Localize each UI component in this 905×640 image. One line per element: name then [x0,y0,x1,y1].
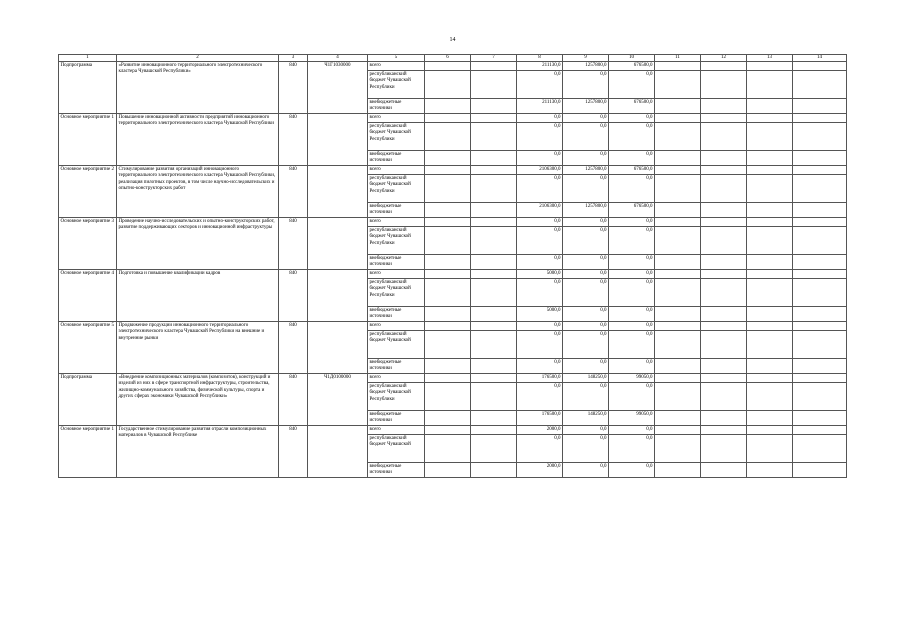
cell-col-9: 148250,0 [563,411,609,426]
cell-col-10: 0,0 [609,426,655,435]
cell-col-13 [747,151,793,166]
row-code-840: 840 [279,426,308,478]
cell-col-10: 676500,0 [609,99,655,114]
cell-col-6 [425,426,471,435]
cell-col-10: 0,0 [609,218,655,227]
funding-source: внебюджетные источники [368,463,425,478]
cell-col-9: 1257800,0 [563,99,609,114]
cell-col-9: 0,0 [563,435,609,463]
cell-col-10: 0,0 [609,359,655,374]
row-target-code: Ч1Г1030000 [308,62,368,114]
cell-col-13 [747,166,793,175]
cell-col-8: 2106300,0 [517,166,563,175]
cell-col-10: 0,0 [609,227,655,255]
cell-col-11 [655,322,701,331]
cell-col-9: 0,0 [563,322,609,331]
cell-col-14 [793,123,847,151]
column-header: 4 [308,55,368,62]
cell-col-6 [425,203,471,218]
cell-col-10: 99050,0 [609,411,655,426]
funding-source: республиканский бюджет Чувашской [368,435,425,463]
row-target-code: Ч1Д0100000 [308,374,368,426]
row-description: Продвижение продукции инновационного территориального электротехнического кластера Чувашской Республики на внешние и внутренние рынки [117,322,279,374]
cell-col-13 [747,114,793,123]
column-header: 10 [609,55,655,62]
cell-col-9: 0,0 [563,123,609,151]
cell-col-8: 0,0 [517,255,563,270]
cell-col-13 [747,322,793,331]
cell-col-9: 0,0 [563,359,609,374]
column-header: 6 [425,55,471,62]
cell-col-14 [793,175,847,203]
funding-source: всего [368,166,425,175]
cell-col-10: 0,0 [609,435,655,463]
column-header: 1 [59,55,117,62]
cell-col-13 [747,203,793,218]
table-row [59,270,847,279]
row-code-840: 840 [279,166,308,218]
cell-col-12 [701,426,747,435]
cell-col-10: 0,0 [609,151,655,166]
cell-col-6 [425,435,471,463]
cell-col-14 [793,374,847,383]
cell-col-10: 676500,0 [609,62,655,71]
cell-col-10: 676500,0 [609,203,655,218]
funding-source: республиканский бюджет Чувашской Республики [368,175,425,203]
funding-source: внебюджетные источники [368,99,425,114]
cell-col-12 [701,279,747,307]
row-name: Подпрограмма [59,374,117,426]
row-description: «Развитие инновационного территориального электротехнического кластера Чувашской Республики» [117,62,279,114]
cell-col-13 [747,71,793,99]
cell-col-10: 0,0 [609,322,655,331]
cell-col-6 [425,123,471,151]
column-header: 5 [368,55,425,62]
cell-col-9: 148250,0 [563,374,609,383]
cell-col-14 [793,359,847,374]
cell-col-7 [471,166,517,175]
funding-source: внебюджетные источники [368,307,425,322]
cell-col-7 [471,411,517,426]
cell-col-10: 0,0 [609,114,655,123]
cell-col-13 [747,307,793,322]
cell-col-10: 99050,0 [609,374,655,383]
funding-source: республиканский бюджет Чувашской Республики [368,279,425,307]
cell-col-7 [471,99,517,114]
cell-col-13 [747,374,793,383]
cell-col-14 [793,331,847,359]
cell-col-6 [425,383,471,411]
cell-col-12 [701,322,747,331]
funding-source: всего [368,322,425,331]
cell-col-13 [747,175,793,203]
cell-col-11 [655,166,701,175]
cell-col-7 [471,426,517,435]
row-name: Основное мероприятие 1 [59,114,117,166]
cell-col-12 [701,203,747,218]
cell-col-14 [793,255,847,270]
funding-source: всего [368,62,425,71]
cell-col-8: 0,0 [517,331,563,359]
funding-source: республиканский бюджет Чувашской Республики [368,383,425,411]
funding-source: всего [368,426,425,435]
cell-col-12 [701,62,747,71]
cell-col-13 [747,99,793,114]
cell-col-6 [425,411,471,426]
budget-table [58,54,847,478]
cell-col-11 [655,331,701,359]
cell-col-10: 0,0 [609,71,655,99]
column-number-row [59,55,847,62]
cell-col-8: 5000,0 [517,307,563,322]
cell-col-10: 0,0 [609,175,655,203]
funding-source: всего [368,270,425,279]
cell-col-6 [425,270,471,279]
cell-col-12 [701,411,747,426]
cell-col-12 [701,114,747,123]
funding-source: республиканский бюджет Чувашской [368,331,425,359]
cell-col-12 [701,123,747,151]
cell-col-12 [701,359,747,374]
cell-col-9: 0,0 [563,151,609,166]
cell-col-8: 0,0 [517,123,563,151]
cell-col-6 [425,255,471,270]
table-row [59,426,847,435]
cell-col-12 [701,435,747,463]
cell-col-11 [655,123,701,151]
cell-col-12 [701,255,747,270]
funding-source: республиканский бюджет Чувашской Республики [368,227,425,255]
cell-col-6 [425,99,471,114]
row-description: «Внедрение композиционных материалов (композитов), конструкций и изделий из них в сфере транспортной инфраструктуры, строительства, жилищно-коммунального хозяйства, физической культуры, спорта и других сферах экономики Чувашской Республики» [117,374,279,426]
cell-col-7 [471,359,517,374]
cell-col-12 [701,166,747,175]
cell-col-10: 0,0 [609,255,655,270]
table-row [59,374,847,383]
cell-col-11 [655,62,701,71]
table-row [59,218,847,227]
cell-col-6 [425,62,471,71]
cell-col-9: 1257800,0 [563,166,609,175]
cell-col-8: 211130,0 [517,62,563,71]
cell-col-8: 2000,0 [517,463,563,478]
cell-col-11 [655,374,701,383]
cell-col-14 [793,71,847,99]
cell-col-14 [793,426,847,435]
cell-col-8: 0,0 [517,151,563,166]
row-code-840: 840 [279,62,308,114]
funding-source: всего [368,114,425,123]
cell-col-9: 0,0 [563,463,609,478]
cell-col-9: 0,0 [563,270,609,279]
column-header: 12 [701,55,747,62]
cell-col-8: 0,0 [517,383,563,411]
cell-col-10: 0,0 [609,331,655,359]
cell-col-10: 0,0 [609,270,655,279]
cell-col-7 [471,383,517,411]
cell-col-10: 0,0 [609,123,655,151]
cell-col-7 [471,62,517,71]
cell-col-13 [747,62,793,71]
cell-col-6 [425,463,471,478]
cell-col-14 [793,307,847,322]
cell-col-13 [747,411,793,426]
cell-col-6 [425,307,471,322]
column-header: 7 [471,55,517,62]
funding-source: республиканский бюджет Чувашской Республики [368,71,425,99]
column-header: 3 [279,55,308,62]
cell-col-14 [793,270,847,279]
cell-col-13 [747,359,793,374]
cell-col-13 [747,331,793,359]
cell-col-9: 0,0 [563,307,609,322]
cell-col-12 [701,374,747,383]
cell-col-6 [425,331,471,359]
funding-source: внебюджетные источники [368,255,425,270]
cell-col-9: 0,0 [563,218,609,227]
cell-col-7 [471,435,517,463]
row-code-840: 840 [279,114,308,166]
cell-col-11 [655,411,701,426]
cell-col-13 [747,463,793,478]
cell-col-8: 0,0 [517,227,563,255]
funding-source: всего [368,374,425,383]
cell-col-11 [655,435,701,463]
cell-col-11 [655,359,701,374]
page-number: 14 [449,37,456,43]
cell-col-8: 0,0 [517,175,563,203]
cell-col-8: 2000,0 [517,426,563,435]
cell-col-12 [701,383,747,411]
cell-col-9: 1257800,0 [563,62,609,71]
column-header: 11 [655,55,701,62]
row-name: Основное мероприятие 1 [59,426,117,478]
cell-col-13 [747,270,793,279]
row-description: Подготовка и повышение квалификации кадров [117,270,279,322]
cell-col-9: 0,0 [563,279,609,307]
cell-col-11 [655,463,701,478]
cell-col-11 [655,383,701,411]
cell-col-14 [793,279,847,307]
cell-col-7 [471,307,517,322]
funding-source: республиканский бюджет Чувашской Республики [368,123,425,151]
cell-col-14 [793,227,847,255]
cell-col-8: 5000,0 [517,270,563,279]
row-description: Проведение научно-исследовательских и опытно-конструкторских работ, развитие поддерживающих секторов и инновационной инфраструктуры [117,218,279,270]
cell-col-11 [655,270,701,279]
cell-col-8: 211130,0 [517,99,563,114]
row-target-code [308,166,368,218]
row-target-code [308,426,368,478]
cell-col-12 [701,218,747,227]
row-target-code [308,322,368,374]
column-header: 2 [117,55,279,62]
cell-col-14 [793,435,847,463]
cell-col-11 [655,71,701,99]
cell-col-6 [425,374,471,383]
row-name: Основное мероприятие 2 [59,166,117,218]
cell-col-7 [471,463,517,478]
cell-col-14 [793,99,847,114]
cell-col-9: 0,0 [563,114,609,123]
cell-col-13 [747,383,793,411]
cell-col-8: 0,0 [517,359,563,374]
cell-col-8: 0,0 [517,114,563,123]
row-name: Основное мероприятие 4 [59,270,117,322]
cell-col-7 [471,203,517,218]
cell-col-7 [471,374,517,383]
cell-col-7 [471,322,517,331]
row-code-840: 840 [279,322,308,374]
cell-col-7 [471,218,517,227]
column-header: 13 [747,55,793,62]
funding-source: внебюджетные источники [368,203,425,218]
cell-col-12 [701,463,747,478]
cell-col-12 [701,331,747,359]
cell-col-11 [655,227,701,255]
column-header: 14 [793,55,847,62]
cell-col-6 [425,218,471,227]
cell-col-6 [425,279,471,307]
cell-col-9: 0,0 [563,383,609,411]
cell-col-12 [701,270,747,279]
cell-col-7 [471,123,517,151]
cell-col-10: 0,0 [609,307,655,322]
cell-col-11 [655,203,701,218]
cell-col-6 [425,359,471,374]
cell-col-10: 676500,0 [609,166,655,175]
row-name: Подпрограмма [59,62,117,114]
cell-col-12 [701,307,747,322]
cell-col-11 [655,99,701,114]
cell-col-12 [701,99,747,114]
row-target-code [308,218,368,270]
cell-col-6 [425,114,471,123]
cell-col-13 [747,435,793,463]
cell-col-8: 0,0 [517,218,563,227]
cell-col-13 [747,123,793,151]
table-row [59,62,847,71]
cell-col-8: 0,0 [517,279,563,307]
cell-col-6 [425,71,471,99]
row-code-840: 840 [279,218,308,270]
cell-col-13 [747,426,793,435]
cell-col-11 [655,279,701,307]
table-row [59,322,847,331]
cell-col-14 [793,463,847,478]
cell-col-8: 0,0 [517,435,563,463]
row-name: Основное мероприятие 3 [59,218,117,270]
row-name: Основное мероприятие 5 [59,322,117,374]
cell-col-9: 1257800,0 [563,203,609,218]
cell-col-13 [747,227,793,255]
cell-col-7 [471,270,517,279]
cell-col-8: 176500,0 [517,374,563,383]
cell-col-10: 0,0 [609,279,655,307]
table-row [59,114,847,123]
cell-col-6 [425,175,471,203]
cell-col-11 [655,307,701,322]
cell-col-13 [747,279,793,307]
cell-col-7 [471,255,517,270]
cell-col-7 [471,279,517,307]
cell-col-14 [793,383,847,411]
cell-col-10: 0,0 [609,383,655,411]
cell-col-7 [471,227,517,255]
cell-col-8: 0,0 [517,71,563,99]
row-code-840: 840 [279,374,308,426]
table-row [59,166,847,175]
row-description: Государственное стимулирование развития отрасли композиционных материалов в Чувашской Республике [117,426,279,478]
cell-col-11 [655,426,701,435]
cell-col-6 [425,151,471,166]
cell-col-9: 0,0 [563,175,609,203]
cell-col-6 [425,227,471,255]
cell-col-7 [471,151,517,166]
cell-col-12 [701,175,747,203]
cell-col-7 [471,331,517,359]
cell-col-14 [793,411,847,426]
cell-col-13 [747,255,793,270]
cell-col-11 [655,114,701,123]
cell-col-6 [425,166,471,175]
cell-col-14 [793,62,847,71]
funding-source: всего [368,218,425,227]
column-header: 8 [517,55,563,62]
funding-source: внебюджетные источники [368,359,425,374]
cell-col-14 [793,218,847,227]
cell-col-11 [655,151,701,166]
cell-col-9: 0,0 [563,227,609,255]
cell-col-8: 176500,0 [517,411,563,426]
cell-col-12 [701,151,747,166]
cell-col-13 [747,218,793,227]
cell-col-14 [793,322,847,331]
cell-col-8: 0,0 [517,322,563,331]
cell-col-6 [425,322,471,331]
funding-source: внебюджетные источники [368,411,425,426]
row-description: Стимулирование развития организаций инновационного территориального электротехнического кластера Чувашской Республики, реализация пилотных проектов, в том числе научно-исследовательских и опытно-конструкторских работ [117,166,279,218]
cell-col-9: 0,0 [563,255,609,270]
cell-col-9: 0,0 [563,426,609,435]
column-header: 9 [563,55,609,62]
cell-col-8: 2106300,0 [517,203,563,218]
cell-col-11 [655,255,701,270]
cell-col-11 [655,218,701,227]
row-target-code [308,114,368,166]
cell-col-9: 0,0 [563,331,609,359]
cell-col-14 [793,114,847,123]
cell-col-7 [471,175,517,203]
cell-col-11 [655,175,701,203]
cell-col-10: 0,0 [609,463,655,478]
cell-col-12 [701,71,747,99]
cell-col-14 [793,203,847,218]
cell-col-12 [701,227,747,255]
row-target-code [308,270,368,322]
cell-col-14 [793,151,847,166]
row-description: Повышение инновационной активности предприятий инновационного территориального электротехнического кластера Чувашской Республики [117,114,279,166]
funding-source: внебюджетные источники [368,151,425,166]
cell-col-9: 0,0 [563,71,609,99]
row-code-840: 840 [279,270,308,322]
cell-col-14 [793,166,847,175]
cell-col-7 [471,71,517,99]
cell-col-7 [471,114,517,123]
